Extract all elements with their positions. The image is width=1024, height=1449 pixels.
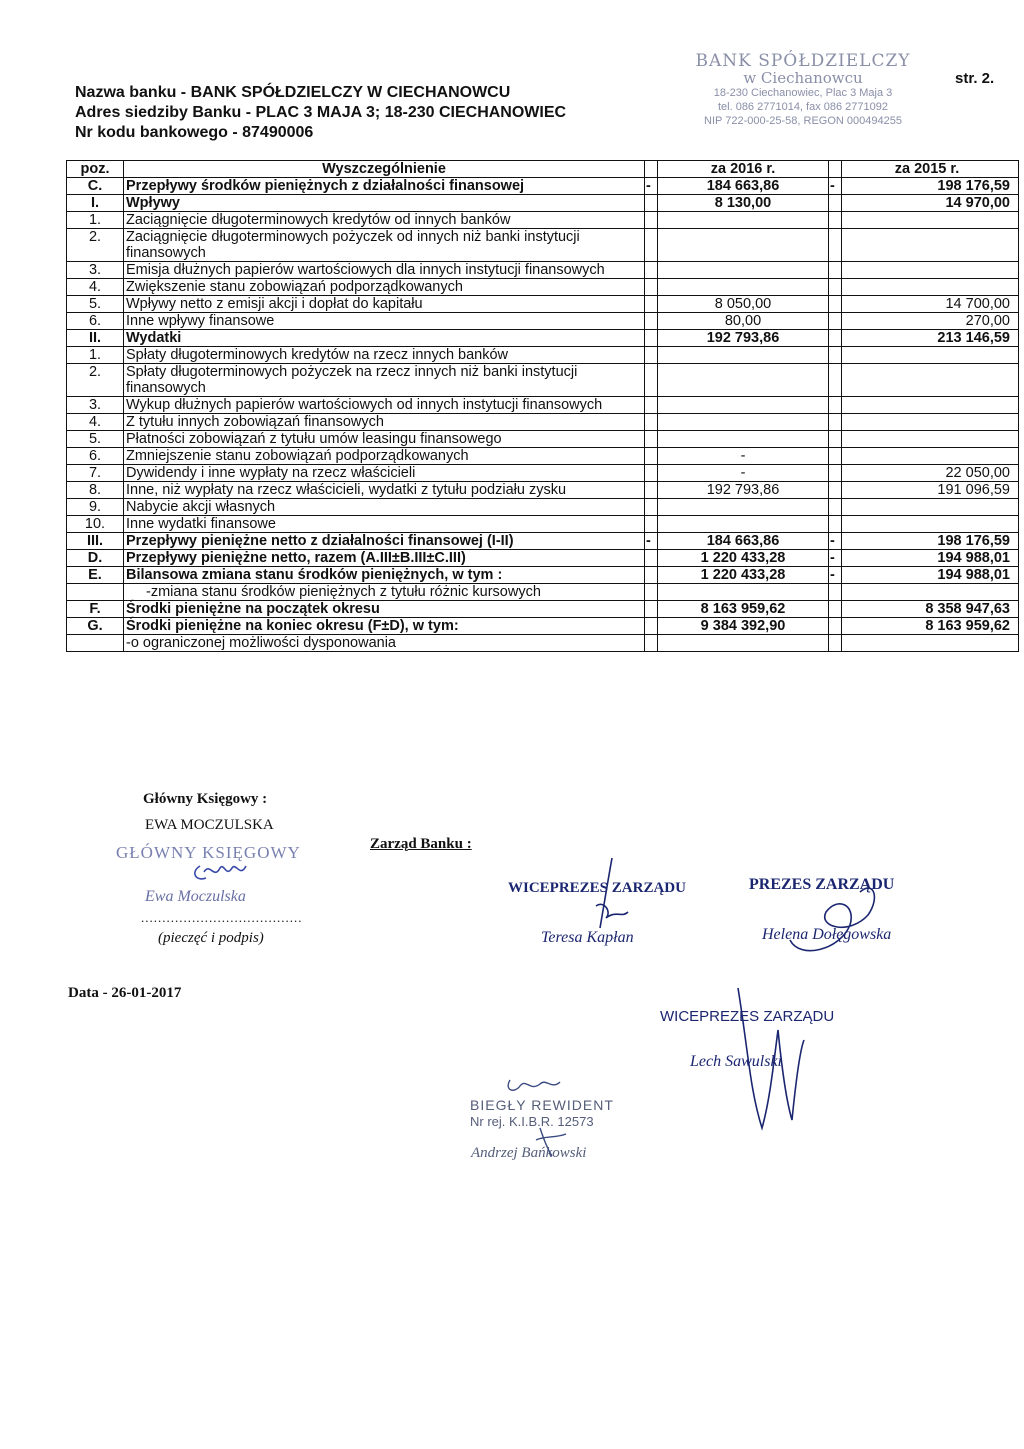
cell-v2015 <box>842 448 1019 465</box>
bank-code-line: Nr kodu bankowego - 87490006 <box>75 124 314 141</box>
cell-s2: - <box>829 567 842 584</box>
cell-label: Wpływy <box>124 195 645 212</box>
cell-s1 <box>645 279 658 296</box>
cell-s1 <box>645 397 658 414</box>
cell-label: Środki pieniężne na koniec okresu (F±D), w tym: <box>124 618 645 635</box>
table-row <box>67 414 1019 431</box>
cell-poz: III. <box>67 533 124 550</box>
cell-label: Spłaty długoterminowych kredytów na rzecz innych banków <box>124 347 645 364</box>
cell-s2: - <box>829 533 842 550</box>
cell-v2016 <box>658 516 829 533</box>
cell-poz: 10. <box>67 516 124 533</box>
cell-label: Przepływy pieniężne netto z działalności finansowej (I-II) <box>124 533 645 550</box>
cell-v2016 <box>658 584 829 601</box>
cell-s2 <box>829 618 842 635</box>
cell-s1 <box>645 330 658 347</box>
table-row <box>67 279 1019 296</box>
cell-v2015: 8 358 947,63 <box>842 601 1019 618</box>
cell-s1 <box>645 601 658 618</box>
president-name: Helena Dołęgowska <box>762 926 892 943</box>
cell-label: Wydatki <box>124 330 645 347</box>
cell-v2016 <box>658 414 829 431</box>
cell-v2016 <box>658 431 829 448</box>
cell-poz: C. <box>67 178 124 195</box>
cell-s1 <box>645 550 658 567</box>
cell-poz: 2. <box>67 364 124 397</box>
bank-stamp-title: BANK SPÓŁDZIELCZY <box>695 51 911 71</box>
table-header-row <box>67 161 1019 178</box>
cell-v2015 <box>842 414 1019 431</box>
cell-label: -zmiana stanu środków pieniężnych z tytułu różnic kursowych <box>124 584 645 601</box>
table-row <box>67 212 1019 229</box>
table-row <box>67 296 1019 313</box>
cell-s2 <box>829 262 842 279</box>
cell-s1 <box>645 431 658 448</box>
cell-v2016: 8 163 959,62 <box>658 601 829 618</box>
cell-v2016: 192 793,86 <box>658 330 829 347</box>
cell-v2016: 9 384 392,90 <box>658 618 829 635</box>
bank-header <box>75 83 566 143</box>
cell-v2016 <box>658 347 829 364</box>
cell-s2 <box>829 296 842 313</box>
cell-label: Spłaty długoterminowych pożyczek na rzecz innych niż banki instytucji finansowych <box>124 364 645 397</box>
cell-poz: D. <box>67 550 124 567</box>
cell-v2016: 1 220 433,28 <box>658 550 829 567</box>
cell-label: Inne, niż wypłaty na rzecz właścicieli, wydatki z tytułu podziału zysku <box>124 482 645 499</box>
chief-accountant-label: Główny Księgowy : <box>143 791 268 807</box>
cell-s1 <box>645 313 658 330</box>
cell-poz: 4. <box>67 414 124 431</box>
bank-address-line: Adres siedziby Banku - PLAC 3 MAJA 3; 18-230 CIECHANOWIEC <box>75 104 567 121</box>
cash-flow-table <box>66 160 1019 652</box>
cell-v2015 <box>842 584 1019 601</box>
cell-poz: G. <box>67 618 124 635</box>
cell-v2015: 14 700,00 <box>842 296 1019 313</box>
cell-v2016: 192 793,86 <box>658 482 829 499</box>
bank-stamp <box>668 52 938 128</box>
cell-s2 <box>829 195 842 212</box>
cell-s2 <box>829 516 842 533</box>
cell-s1 <box>645 229 658 262</box>
cell-label: -o ograniczonej możliwości dysponowania <box>124 635 645 652</box>
cell-v2016 <box>658 212 829 229</box>
bank-stamp-address: 18-230 Ciechanowiec, Plac 3 Maja 3 <box>713 87 893 99</box>
cell-s1 <box>645 262 658 279</box>
table-row <box>67 601 1019 618</box>
cell-poz: E. <box>67 567 124 584</box>
cell-s1 <box>645 584 658 601</box>
signature-bankowski-1 <box>508 1080 560 1090</box>
bank-name-line: Nazwa banku - BANK SPÓŁDZIELCZY W CIECHANOWCU <box>75 84 511 101</box>
cell-label: Wykup dłużnych papierów wartościowych od innych instytucji finansowych <box>124 397 645 414</box>
cell-v2015 <box>842 635 1019 652</box>
table-row <box>67 516 1019 533</box>
table-row <box>67 448 1019 465</box>
table-row <box>67 178 1019 195</box>
cell-s1 <box>645 195 658 212</box>
cell-label: Z tytułu innych zobowiązań finansowych <box>124 414 645 431</box>
cell-v2016: 80,00 <box>658 313 829 330</box>
cell-v2016 <box>658 635 829 652</box>
cell-poz: 3. <box>67 262 124 279</box>
cell-s1 <box>645 465 658 482</box>
cell-v2016 <box>658 499 829 516</box>
table-row <box>67 618 1019 635</box>
table-row <box>67 431 1019 448</box>
cell-s1 <box>645 364 658 397</box>
cell-v2015: 194 988,01 <box>842 550 1019 567</box>
cell-v2015 <box>842 279 1019 296</box>
board-label: Zarząd Banku : <box>370 836 472 852</box>
cell-s2 <box>829 313 842 330</box>
cell-s2 <box>829 431 842 448</box>
cell-label: Wpływy netto z emisji akcji i dopłat do kapitału <box>124 296 645 313</box>
cell-v2016: 8 050,00 <box>658 296 829 313</box>
cell-label: Zaciągnięcie długoterminowych kredytów od innych banków <box>124 212 645 229</box>
cell-v2015: 14 970,00 <box>842 195 1019 212</box>
cell-v2015 <box>842 499 1019 516</box>
cell-poz: 2. <box>67 229 124 262</box>
cell-poz: II. <box>67 330 124 347</box>
cell-v2016 <box>658 279 829 296</box>
cell-poz: 3. <box>67 397 124 414</box>
cell-s2 <box>829 635 842 652</box>
bank-stamp-city: w Ciechanowcu <box>743 69 863 87</box>
cell-v2015: 198 176,59 <box>842 178 1019 195</box>
signature-moczulska <box>195 866 246 879</box>
cell-s2: - <box>829 550 842 567</box>
cell-v2016: 1 220 433,28 <box>658 567 829 584</box>
cell-s2 <box>829 229 842 262</box>
auditor-title: BIEGŁY REWIDENT <box>470 1097 614 1113</box>
vice-president-1-name: Teresa Kapłan <box>541 929 634 946</box>
cell-poz: 5. <box>67 296 124 313</box>
header-sign-2015 <box>829 161 842 178</box>
cell-v2016 <box>658 364 829 397</box>
bank-stamp-nip: NIP 722-000-25-58, REGON 000494255 <box>704 115 902 127</box>
cell-v2016 <box>658 397 829 414</box>
cell-poz: I. <box>67 195 124 212</box>
chief-accountant-stamp-name: Ewa Moczulska <box>145 888 246 905</box>
cell-s1 <box>645 482 658 499</box>
cell-s1 <box>645 448 658 465</box>
cell-poz: 4. <box>67 279 124 296</box>
table-row <box>67 584 1019 601</box>
header-2015: za 2015 r. <box>842 161 1019 178</box>
cell-s1 <box>645 414 658 431</box>
cell-s2 <box>829 279 842 296</box>
table-row <box>67 229 1019 262</box>
table-row <box>67 635 1019 652</box>
table-row <box>67 195 1019 212</box>
cell-v2016: 184 663,86 <box>658 178 829 195</box>
table-row <box>67 567 1019 584</box>
vice-president-2-name: Lech Sawulski <box>690 1053 782 1070</box>
table-row <box>67 397 1019 414</box>
header-description: Wyszczególnienie <box>124 161 645 178</box>
cell-v2015 <box>842 212 1019 229</box>
table-row <box>67 482 1019 499</box>
cell-s2 <box>829 584 842 601</box>
cell-s2 <box>829 330 842 347</box>
cell-s2 <box>829 212 842 229</box>
table-row <box>67 550 1019 567</box>
cell-v2016: 184 663,86 <box>658 533 829 550</box>
cell-v2015: 8 163 959,62 <box>842 618 1019 635</box>
cell-s2 <box>829 499 842 516</box>
table-row <box>67 347 1019 364</box>
cell-v2015: 194 988,01 <box>842 567 1019 584</box>
cell-s1 <box>645 635 658 652</box>
table-row <box>67 364 1019 397</box>
vice-president-2-title: WICEPREZES ZARZĄDU <box>660 1008 835 1025</box>
cell-label: Zmniejszenie stanu zobowiązań podporządkowanych <box>124 448 645 465</box>
cell-s1: - <box>645 178 658 195</box>
cell-s1 <box>645 499 658 516</box>
table-row <box>67 533 1019 550</box>
cell-v2015 <box>842 431 1019 448</box>
cell-s2 <box>829 397 842 414</box>
cell-v2015 <box>842 397 1019 414</box>
chief-accountant-stamp: GŁÓWNY KSIĘGOWY <box>116 843 301 862</box>
cell-s2: - <box>829 178 842 195</box>
cell-s2 <box>829 601 842 618</box>
cell-label: Dywidendy i inne wypłaty na rzecz właścicieli <box>124 465 645 482</box>
cell-poz <box>67 584 124 601</box>
cell-v2015 <box>842 364 1019 397</box>
cell-v2015: 198 176,59 <box>842 533 1019 550</box>
document-date: Data - 26-01-2017 <box>68 985 182 1001</box>
cell-v2016: - <box>658 465 829 482</box>
cell-s2 <box>829 364 842 397</box>
cell-v2015 <box>842 516 1019 533</box>
cell-label: Zaciągnięcie długoterminowych pożyczek od innych niż banki instytucji finansowych <box>124 229 645 262</box>
cell-label: Przepływy pieniężne netto, razem (A.III±B.III±C.III) <box>124 550 645 567</box>
cell-v2015: 213 146,59 <box>842 330 1019 347</box>
cell-s1 <box>645 516 658 533</box>
cell-label: Emisja dłużnych papierów wartościowych dla innych instytucji finansowych <box>124 262 645 279</box>
header-sign-2016 <box>645 161 658 178</box>
cell-v2015: 270,00 <box>842 313 1019 330</box>
cell-poz: 1. <box>67 347 124 364</box>
vice-president-1-title: WICEPREZES ZARZĄDU <box>508 880 686 896</box>
cell-label: Płatności zobowiązań z tytułu umów leasingu finansowego <box>124 431 645 448</box>
cell-v2015 <box>842 229 1019 262</box>
cell-v2015: 191 096,59 <box>842 482 1019 499</box>
cell-s1 <box>645 347 658 364</box>
cell-s2 <box>829 448 842 465</box>
table-row <box>67 465 1019 482</box>
bank-stamp-phone: tel. 086 2771014, fax 086 2771092 <box>717 101 889 113</box>
header-poz: poz. <box>67 161 124 178</box>
cell-label: Bilansowa zmiana stanu środków pieniężnych, w tym : <box>124 567 645 584</box>
cell-poz: 7. <box>67 465 124 482</box>
cell-poz: F. <box>67 601 124 618</box>
cell-poz <box>67 635 124 652</box>
table-row <box>67 262 1019 279</box>
cell-s1 <box>645 296 658 313</box>
cell-label: Zwiększenie stanu zobowiązań podporządkowanych <box>124 279 645 296</box>
cell-label: Inne wydatki finansowe <box>124 516 645 533</box>
cell-poz: 6. <box>67 313 124 330</box>
cell-s1: - <box>645 533 658 550</box>
auditor-name: Andrzej Bańkowski <box>471 1145 587 1161</box>
cell-s2 <box>829 414 842 431</box>
cell-label: Przepływy środków pieniężnych z działalności finansowej <box>124 178 645 195</box>
cell-v2016 <box>658 229 829 262</box>
cell-s1 <box>645 212 658 229</box>
cell-label: Inne wpływy finansowe <box>124 313 645 330</box>
cell-s2 <box>829 465 842 482</box>
signature-dots: ...................................... <box>141 910 303 925</box>
cell-poz: 6. <box>67 448 124 465</box>
cell-v2016: 8 130,00 <box>658 195 829 212</box>
page-number: str. 2. <box>955 70 995 87</box>
cell-poz: 8. <box>67 482 124 499</box>
cell-s1 <box>645 618 658 635</box>
table-row <box>67 313 1019 330</box>
cell-v2015: 22 050,00 <box>842 465 1019 482</box>
president-title: PREZES ZARZĄDU <box>749 876 895 893</box>
cell-poz: 5. <box>67 431 124 448</box>
chief-accountant-name: EWA MOCZULSKA <box>145 817 274 833</box>
table-row <box>67 499 1019 516</box>
cell-s2 <box>829 347 842 364</box>
cell-v2015 <box>842 347 1019 364</box>
header-2016: za 2016 r. <box>658 161 829 178</box>
cell-s1 <box>645 567 658 584</box>
cell-v2016 <box>658 262 829 279</box>
cell-poz: 9. <box>67 499 124 516</box>
auditor-registration: Nr rej. K.I.B.R. 12573 <box>470 1114 594 1129</box>
table-row <box>67 330 1019 347</box>
cell-v2016: - <box>658 448 829 465</box>
cell-s2 <box>829 482 842 499</box>
cell-v2015 <box>842 262 1019 279</box>
cell-label: Nabycie akcji własnych <box>124 499 645 516</box>
cell-poz: 1. <box>67 212 124 229</box>
cell-label: Środki pieniężne na początek okresu <box>124 601 645 618</box>
stamp-sign-label: (pieczęć i podpis) <box>158 930 264 946</box>
